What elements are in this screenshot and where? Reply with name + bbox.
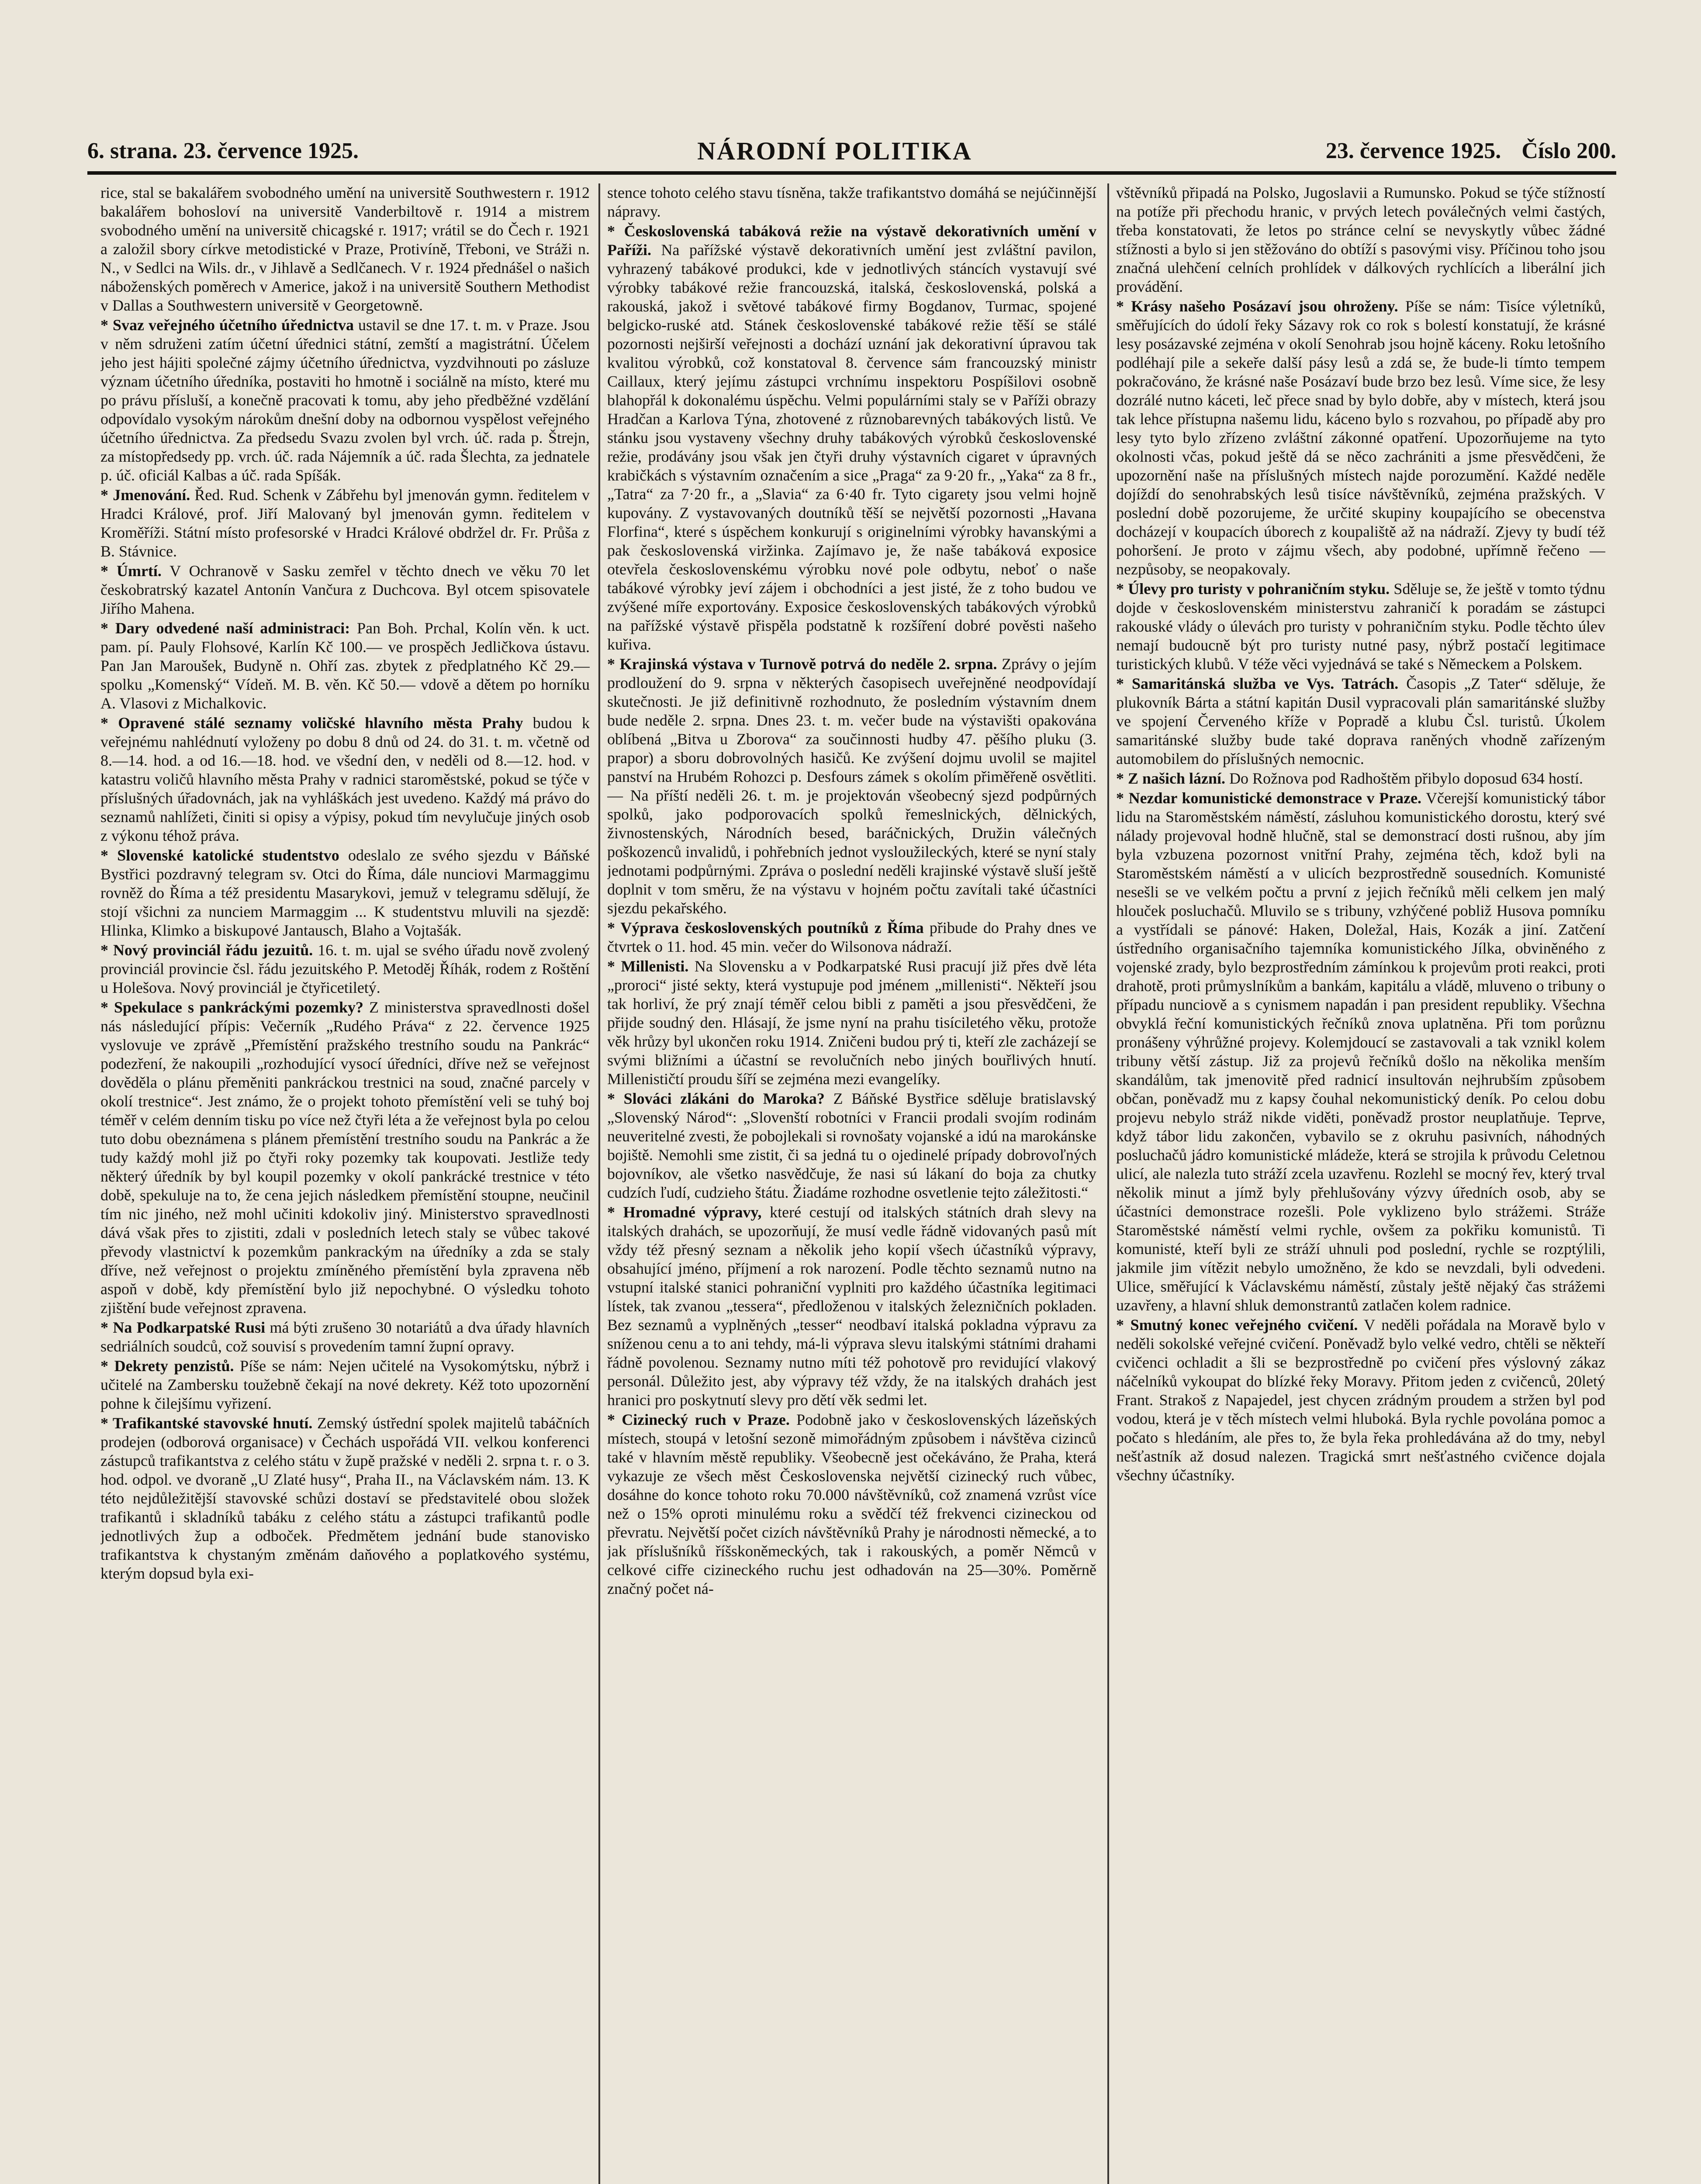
article-heading: Opravené stálé seznamy voličské hlavního města Prahy [118,714,523,732]
article-paragraph [1116,297,1605,579]
article-heading: Nezdar komunistické demonstrace v Praze. [1128,789,1422,807]
article-marker: * [100,562,117,580]
article-marker: * [100,847,118,864]
article-marker: * [100,714,118,732]
article-text: Do Rožnova pod Radhoštěm přibylo doposud 634 hostí. [1229,770,1583,787]
article-marker: * [607,655,620,673]
column-3 [1116,183,1605,2184]
article-paragraph [607,957,1096,1089]
article-marker: * [100,1357,114,1375]
article-heading: Trafikantské stavovské hnutí. [112,1414,313,1432]
article-text: 16. t. m. ujal se svého úřadu nově zvolený provinciál provincie čsl. řádu jezuitského P. Metoděj Říhák, rodem z Roštění u Holešova. Nový provinciál je čtyřicetiletý. [100,941,590,996]
article-text: V neděli pořádala na Moravě bylo v neděli sokolské veřejné cvičení. Poněvadž bylo velké vedro, chtěli se někteří cvičenci ochladit a šli se bezprostředně po cvičení přes výslovný zákaz náčelníků vykoupat do blízké řeky Moravy. Přitom jeden z cvičenců, 20letý Frant. Strakoš z Napajedel, jest chycen zrádným proudem a stržen byl pod vodou, která je v těch místech velmi hluboká. Byla rychle povolána pomoc a počato s hledáním, ale přes to, že byla řeka prohledávána až do tmy, nebyl nešťastník až dosud nalezen. Tragická smrt nešťastného cvičence dojala všechny účastníky. [1116,1316,1605,1484]
article-paragraph [607,183,1096,221]
article-marker: * [100,941,113,959]
article-heading: Jmenování. [113,486,190,504]
article-marker: * [1116,770,1128,787]
article-paragraph [100,998,590,1317]
article-paragraph [607,919,1096,956]
article-heading: Smutný konec veřejného cvičení. [1130,1316,1358,1334]
article-text: rice, stal se bakalářem svobodného umění na universitě Southwestern r. 1912 bakalářem bohosloví na universitě Vanderbiltově r. 1914 a mistrem svobodného umění na universitě chicagské r. 1917; vrátil se do Čech r. 1921 a založil sbory církve metodistické v Praze, Protivíně, Třeboni, ve Stráži n. N., v Sedlci na Wils. dr., v Jihlavě a Sedlčanech. V r. 1924 přednášel o našich náboženských poměrech v Americe, jakož i na universitě Southern Methodist v Dallas a Southwestern universitě v Georgetowně. [100,184,590,314]
article-heading: Výprava československých poutníků z Říma [620,919,924,936]
article-paragraph [100,1318,590,1356]
article-text: Z Báňské Bystřice sděluje bratislavský „Slovenský Národ“: „Slovenští robotníci v Francii prodali svojím rodinám neuveritelné zvesti, že pobojlekali si rovnošaty vojanské a idú na marokánske bojiště. Nemohli sme zistit, či sa jedná tu o ojedinelé prípady dobrovoľných bojovníkov, ale všetko nasvědčuje, že nasi sú lákaní do boja za chutky cudzích ľudí, cudzieho štátu. Žiadáme rozhodne osvetlenie tejto záležitosti.“ [607,1090,1096,1201]
article-text: Časopis „Z Tater“ sděluje, že plukovník Bárta a státní kapitán Dusil vypracovali plán samaritánské služby ve spojení Červeného kříže v Popradě a klubu Čsl. turistů. Úkolem samaritánské služby bude také doprava raněných vhodně zařízeným automobilem do příslušných nemocnic. [1116,675,1605,767]
article-text: má býti zrušeno 30 notariátů a dva úřady hlavních sedriálních soudců, což souvisí s provedením tamní župní opravy. [100,1319,590,1355]
article-heading: Úmrtí. [116,562,162,580]
column-separator [1107,183,1109,2184]
article-text: Řed. Rud. Schenk v Zábřehu byl jmenován gymn. ředitelem v Hradci Králové, prof. Jiří Malovaný byl jmenován gymn. ředitelem v Kroměříži. Státní místo profesorské v Hradci Králové obdržel dr. Fr. Průša z B. Stávnice. [100,486,590,560]
article-paragraph [607,1410,1096,1598]
header-rule [87,171,1616,175]
article-marker: * [1116,675,1132,692]
article-paragraph [607,222,1096,654]
article-marker: * [100,619,115,637]
article-paragraph [100,486,590,561]
masthead [87,131,1616,170]
article-marker: * [100,486,113,504]
article-marker: * [607,919,621,936]
article-paragraph [1116,580,1605,674]
article-marker: * [1116,1316,1131,1334]
article-marker: * [1116,580,1128,598]
article-text: Podobně jako v československých lázeňských místech, stoupá v letošní sezoně mimořádným způsobem i návštěva cizinců také v hlavním městě republiky. Všeobecně jest očekáváno, že Praha, která vykazuje ze všech měst Československa největší cizinecký ruch vůbec, dosáhne do konce tohoto roku 70.000 návštěvníků, což znamená vzrůst více než o 15% oproti minulému roku a svědčí též frekvenci cizineckou od převratu. Největší počet cizích návštěvníků Prahy je národnosti německé, a to jak příslušníků říšskoněmeckých, tak i rakouských, a poměr Němců v celkové cifře cizineckého ruchu jest odhadován na 25—30%. Poměrně značný počet ná- [607,1411,1096,1597]
article-heading: Z našich lázní. [1128,770,1226,787]
article-paragraph [100,941,590,997]
article-text: Včerejší komunistický tábor lidu na Staroměstském náměstí, zásluhou komunistického dorostu, který své nálady projevoval hodně hlučně, stal se demonstrací dosti rušnou, aby jím byla vzbuzena pozornost vnitřní Prahy, zejména těch, kdož byli na Staroměstském náměstí a v ulicích bezprostředně sousedních. Komunisté nesešli se ve velkém počtu a první z jejich řečníků měli celkem jen malý hlouček posluchačů. Mluvilo se s tribuny, vzhýčené pobliž Husova pomníku a vystřídali se pánové: Haken, Doležal, Hais, Kozák a jiní. Zatčení ústředního organisačního tajemníka komunistického Jílka, obviněného z vojenské zrady, bylo bezprostředním zámínkou k projevům proti reakci, proti drahotě, proti průmyslníkům a bankám, kapitálu a vládě, mluveno o tribuny o případu nunciově a s cynismem napadán i pan president republiky. Všechna obvyklá řeční komunistických řečníků znova uplatněna. Při tom porůznu pronášeny výhrůžné projevy. Kolemjdoucí se zastavovali a tak vznikl kolem tribuny větší zástup. Již za projevů řečníků došlo na několika menším skandálům, tak jmenovitě před radnicí insultován nejhrubším způsobem občan, poněvadž mu z kapsy čouhal nekomunistický deník. Po celou dobu projevu nebylo stráž nikde viděti, poněvadž prostor neuplatňuje. Teprve, když tábor lidu zakončen, vybavilo se z okruhu pasivních, náhodných posluchačů jádro komunistické mládeže, která se strojila k průvodu Celetnou ulicí, ale nalezla tuto stráží zcela uzavřenu. Rozlehl se mocný řev, který trval několik minut a jímž byly přehlušovány výzvy úředních osob, aby se účastníci demonstrace rozešli. Pole vyklizeno bylo strážemi. Stráže Staroměstské náměstí velmi rychle, ovšem za pokřiku komunistů. Ti komunisté, kteří byli ze stráží uhnuli pod poslední, rychle se rozptýlili, jakmile jim vítězit nebylo umožněno, že kdo se nevzdali, byli odvedeni. Ulice, směřující k Václavskému náměstí, zůstaly ještě nějaký čas strážemi uzavřeny, a hlavní shluk demonstrantů zatlačen kolem radnice. [1116,789,1605,1314]
article-paragraph [100,562,590,618]
article-paragraph [607,1089,1096,1202]
article-text: V Ochranově v Sasku zemřel v těchto dnech ve věku 70 let českobratrský kazatel Antonín Vančura z Duchcova. Byl otcem spisovatele Jiřího Mahena. [100,562,590,617]
column-separator [598,183,600,2184]
article-paragraph [1116,674,1605,768]
article-paragraph [1116,183,1605,296]
newspaper-title: NÁRODNÍ POLITIKA [697,136,972,165]
article-heading: Svaz veřejného účetního úřednictva [113,316,354,334]
article-paragraph [100,183,590,315]
issue-number: Číslo 200. [1521,138,1616,163]
article-heading: Samaritánská služba ve Vys. Tatrách. [1132,675,1399,692]
article-heading: Úlevy pro turisty v pohraničním styku. [1128,580,1390,598]
article-text: Zemský ústřední spolek majitelů tabáčních prodejen (odborová organisace) v Čechách uspořádá VII. velkou konferenci zástupců trafikantstva z celého státu v župě pražské v neděli 2. srpna t. r. o 3. hod. odpol. ve dvoraně „U Zlaté husy“, Praha II., na Václavském nám. 13. K této nejdůležitější stavovské schůzi dostaví se představitelé obou složek trafikantů i skladníků tabáku z celého státu a zástupci trafikantů podle jednotlivých žup a odboček. Předmětem jednání bude stanovisko trafikantstva k chystaným změnám daňového a poplatkového systému, kterým dopsud byla exi- [100,1414,590,1582]
column-1 [100,183,590,2184]
article-heading: Cizinecký ruch v Praze. [622,1411,790,1428]
article-marker: * [607,1203,623,1221]
article-text: které cestují od italských státních drah slevy na italských drahách, se upozorňují, že musí vedle řádně vidovaných pasů mít vždy též přesný seznam a několik jeho kopií všech účastníků výpravy, obsahující jméno, příjmení a rok narození. Podle těchto seznamů nutno na vstupní italské stanici pohraniční vyplniti pro každého účastníka legitimaci lístek, tak zvanou „tessera“, předloženou v italských železničních pokladen. Bez seznamů a vyplněných „tesser“ neodbaví italská pokladna výpravu za sníženou cenu a to ani tehdy, má-li výprava slevu italskými státními drahami řádně povolenou. Seznamy nutno míti též pohotově pro revidující vlakový personál. Důležito jest, aby výpravy též vždy, že na italských drahách jest hranici pro poskytnutí slevy pro dětí věk sedmi let. [607,1203,1096,1409]
article-text: Na Slovensku a v Podkarpatské Rusi pracují již přes dvě léta „proroci“ jisté sekty, která vystupuje pod jménem „millenisti“. Někteří jsou tak horliví, že prý znají téměř celou bibli z paměti a jsou přesvědčeni, že přijde soudný den. Hlásají, že jsme nyní na prahu tisíciletého věku, protože věk hrůzy byl ukončen roku 1914. Zničeni budou prý ti, kteří zle zacházejí se svými bližními a účastní se revolučních nebo jiných bouřlivých hnutí. Millenističtí proudu šíří se zejména mezi evangelíky. [607,957,1096,1088]
article-paragraph [607,655,1096,918]
article-paragraph [100,1414,590,1583]
page-number-date: 6. strana. 23. července 1925. [87,138,359,163]
article-heading: Slovenské katolické studentstvo [117,847,339,864]
article-paragraph [100,1357,590,1413]
article-marker: * [100,1319,113,1336]
article-text: stence tohoto celého stavu tísněna, takže trafikantstvo domáhá se nejúčinnější nápravy. [607,184,1096,220]
article-text: přibude do Prahy dnes ve čtvrtek o 11. hod. 45 min. večer do Wilsonova nádraží. [607,919,1096,955]
article-marker: * [100,1414,113,1432]
article-paragraph [100,714,590,845]
article-paragraph [100,316,590,485]
article-heading: Na Podkarpatské Rusi [113,1319,266,1336]
article-heading: Spekulace s pankráckými pozemky? [114,999,364,1016]
article-marker: * [607,1090,624,1107]
article-marker: * [607,957,621,975]
article-text: Píše se nám: Nejen učitelé na Vysokomýtsku, nýbrž i učitelé na Zambersku toužebně čekají na nové dekrety. Kéž toto upozornění pohne k čilejšímu vyřizení. [100,1357,590,1412]
header-date: 23. července 1925. [1325,138,1501,163]
article-marker: * [100,999,114,1016]
article-heading: Millenisti. [621,957,689,975]
article-paragraph [100,619,590,713]
article-text: Na pařížské výstavě dekorativních umění jest zvláštní pavilon, vyhrazený tabákové produkci, kde v jednotlivých stáncích vystavují své výrobky tabákové režie francouzská, italská, československá, polská a rakouská, jakož i světové tabákové firmy Bogdanov, Turmac, spojené belgicko-ruské atd. Stánek československé tabákové režie těší se stálé pozornosti nejširší veřejnosti a dochází uznání jak dekorativní úpravou tak kvalitou výrobků, což konstatoval 8. července sám francouzský ministr Caillaux, který jejímu zástupci vrchnímu inspektoru Pospíšilovi osobně blahopřál k dokonalému úspěchu. Velmi populárními staly se v Paříži obrazy Hradčan a Karlova Týna, zhotovené z různobarevných tabákových listů. Ve stánku jsou vystaveny všechny druhy tabákových výrobků československé režie, prodávány jsou však jen čtyři druhy výstavních cigaret v úpravných krabičkách s výstavním označením a sice „Praga“ za 9·20 fr., „Yaka“ za 8 fr., „Tatra“ za 7·20 fr., a „Slavia“ za 6·40 fr. Tyto cigarety jsou velmi hojně kupovány. Z vystavovaných doutníků těší se největší pozornosti „Havana Florfina“, které s úspěchem konkurují s originelními výrobky havanskými a pak československá viržinka. Zajímavo je, že naše tabáková exposice otevřela československému výrobku nové pole odbytu, neboť o naše tabákové výrobky jeví zájem i obchodníci a jest jisté, že z toho budou ve zvýšené míře exportovány. Exposice československých tabákových výrobků na pařížské výstavě přispěla podstatně k rozšíření dobré pověsti našeho kuřiva. [607,241,1096,653]
article-paragraph [100,846,590,940]
article-heading: Slováci zlákáni do Maroka? [623,1090,825,1107]
article-marker: * [100,316,113,334]
column-2 [607,183,1096,2184]
article-paragraph [1116,1316,1605,1485]
header-right [1311,138,1616,164]
article-text: Z ministerstva spravedlnosti došel nás následující přípis: Večerník „Rudého Práva“ z 22. července 1925 vyslovuje ve zprávě „Přemístění pražského trestního soudu na Pankrác“ podezření, že nakoupili „rozhodující vysocí úředníci, dříve než se veřejnost dověděla o plánu přeměniti pankráckou trestnici na soud, značné parcely v okolí trestnice“. Jest známo, že o projekt tohoto přemístění veli se tuhý boj téměř v celém denním tisku po více než čtyři léta a že veřejnost byla po celou tuto dobu obeznámena s plánem přemístění trestního soudu na Pankrác a že tudy každý mohl již po čtyři roky pozemky tak koupovati. Jestliže tedy některý úředník by byl koupil pozemky v okolí pankrácké trestnice v této době, spekuluje na to, že cena jejich následkem přemístění stoupne, neučinil tím nic jiného, než mohl učiniti kdokoliv jiný. Ministerstvo spravedlnosti dává však přes to zjistiti, zdali v posledních letech staly se vůbec takové převody vlastnictví k pozemkům pankrackým na úředníky a zda se staly dříve, než veřejnost o projektu zmíněného přemístění byla zpravena něb aspoň v době, kdy přemístění bylo již nepochybné. O výsledku tohoto zjištění bude veřejnost zpravena. [100,999,590,1317]
article-text: Sděluje se, že ještě v tomto týdnu dojde v československém ministerstvu zahraničí k poradám se zástupci rakouské vlády o úlevách pro turisty v pohraničním styku. Podle těchto úlev nemají budoucně být pro turisty nutné pasy, nýbrž postačí legitimace turistických klubů. V téže věci vyjednává se také s Německem a Polskem. [1116,580,1605,673]
article-heading: Dekrety penzistů. [114,1357,234,1375]
article-heading: Krásy našeho Posázaví jsou ohroženy. [1131,297,1398,315]
article-heading: Krajinská výstava v Turnově potrvá do neděle 2. srpna. [619,655,997,673]
article-marker: * [1116,789,1129,807]
article-heading: Hromadné výpravy, [623,1203,762,1221]
article-marker: * [1116,297,1131,315]
article-paragraph [1116,769,1605,788]
article-heading: Dary odvedené naší administraci: [115,619,350,637]
article-paragraph [607,1203,1096,1410]
article-heading: Československá tabáková režie na výstavě dekorativních umění v Paříži. [607,222,1096,259]
article-paragraph [1116,789,1605,1315]
article-text: ustavil se dne 17. t. m. v Praze. Jsou v něm sdruženi zatím účetní úřednici státní, zemští a magistrátní. Účelem jeho jest hájiti společné zájmy účetního úřednictva, vyzdvihnouti po zásluze význam účetního úředníka, postaviti ho hmotně i sociálně na místo, které mu po právu přísluší, a konečně pracovati k tomu, aby jeho předběžné vzdělání odpovídalo vysokým nárokům dnešní doby na odbornou vyspělost veřejného účetního úřednictva. Za předsedu Svazu zvolen byl vrch. úč. rada p. Štrejn, za místopředsedy pp. vrch. úč. rada Nájemník a úč. rada Šlechta, za jednatele p. úč. oficiál Kalbas a úč. rada Spíšák. [100,316,590,484]
article-text: vštěvníků připadá na Polsko, Jugoslavii a Rumunsko. Pokud se týče stížností na potíže při přechodu hranic, v prvých letech poválečných velmi častých, třeba konstatovati, že letos po stránce celní se nevyskytly vůbec žádné stížnosti a bylo si jen stěžováno do obtíží s pasovými visy. Příčinou toho jsou značná ulehčení celních prohlídek v dálkových rychlících a liberální jich provádění. [1116,184,1605,295]
article-marker: * [607,222,624,240]
article-text: budou k veřejnému nahlédnutí vyloženy po dobu 8 dnů od 24. do 31. t. m. včetně od 8.—14. hod. a od 16.—18. hod. ve všední den, v neděli od 8.—12. hod. v katastru voličů hlavního města Prahy v radnici staroměstské, pokud se týče v příslušných úřadovnách, jak na vyhláškách jest uvedeno. Každý má právo do seznamů nahlížeti, činiti si opisy a výpisy, pokud tím nevylučuje jiných osob z výkonu téhož práva. [100,714,590,844]
article-marker: * [607,1411,622,1428]
article-heading: Nový provinciál řádu jezuitů. [113,941,313,959]
article-text: Pan Boh. Prchal, Kolín věn. k uct. pam. pí. Pauly Flohsové, Karlín Kč 100.— ve prospěch Jedličkova ústavu. Pan Jan Maroušek, Budyně n. Ohří zas. zbytek z předplatného Kč 29.— spolku „Komenský“ Vídeň. M. B. věn. Kč 50.— vdově a dětem po horníku A. Vlasovi z Michalkovic. [100,619,590,712]
article-text: Zprávy o jejím prodloužení do 9. srpna v některých časopisech uveřejněné neodpovídají skutečnosti. Je již definitivně rozhodnuto, že posledním výstavním dnem bude neděle 2. srpna. Dnes 23. t. m. večer bude na výstavišti opakována oblíbená „Bitva u Zborova“ za součinnosti hudby 47. pěšího pluku (3. prapor) a sboru dobrovolných hasičů. Ke zvýšení dojmu uvolil se majitel panství na Hrubém Rohozci p. Desfours zámek s okolím přiměřeně osvětliti. — Na příští neděli 26. t. m. je projektován všeobecný sjezd podpůrných spolků, jako podporovacích spolků řemeslnických, dělnických, živnostenských, Národních besed, baráčnických, Družin válečných poškozenců invalidů, i pohřebních jednot vysloužileckých, které se nyní staly jednotami podpůrnými. Zpráva o poslední neděli krajinské výstavě sluší ještě doplnit v tom směru, že na výstavu v hojném počtu zavítali také účastníci sjezdu pekařského. [607,655,1096,917]
article-text: Píše se nám: Tisíce výletníků, směřujících do údolí řeky Sázavy rok co rok s bolestí konstatují, že krásné lesy posázavské zejména v okolí Senohrab jsou hojně káceny. Roku letošního podléhají pile a sekeře další pásy lesů a zdá se, že bude-li tímto tempem pokračováno, že krásné naše Posázaví bude brzo bez lesů. Víme sice, že lesy dozrálé nutno káceti, leč přece snad by bylo dobře, aby v místech, která jsou tak lehce přístupna našemu lidu, káceno bylo s rozvahou, po případě aby pro lesy tyto bylo zřízeno zvláštní zákonné opatření. Upozorňujeme na tyto okolnosti včas, pokud ještě dá se něco zachrániti a jsme přesvědčeni, že upozornění naše na příslušných místech najde porozumění. Každé neděle dojíždí do senohrabských lesů tisíce návštěvníků, zejména pražských. V poslední době pozorujeme, že určité skupiny koupajícího se obecenstva docházejí v koupacích úborech z koupaliště až na nádraží. Zjevy ty budí též pohoršení. Je proto v zájmu všech, aby podobné, upřímně řečeno — nezpůsoby, se neopakovaly. [1116,297,1605,578]
article-text: odeslalo ze svého sjezdu v Báňské Bystřici pozdravný telegram sv. Otci do Říma, dále nunciovi Marmaggimu rovněž do Říma a též presidentu Masarykovi, jemuž v telegramu sdělují, že stojí všichni za nunciem Marmaggim ... K studentstvu mluvili na sjezdě: Hlinka, Klimko a biskupové Jantausch, Blaho a Vojtašák. [100,847,590,939]
